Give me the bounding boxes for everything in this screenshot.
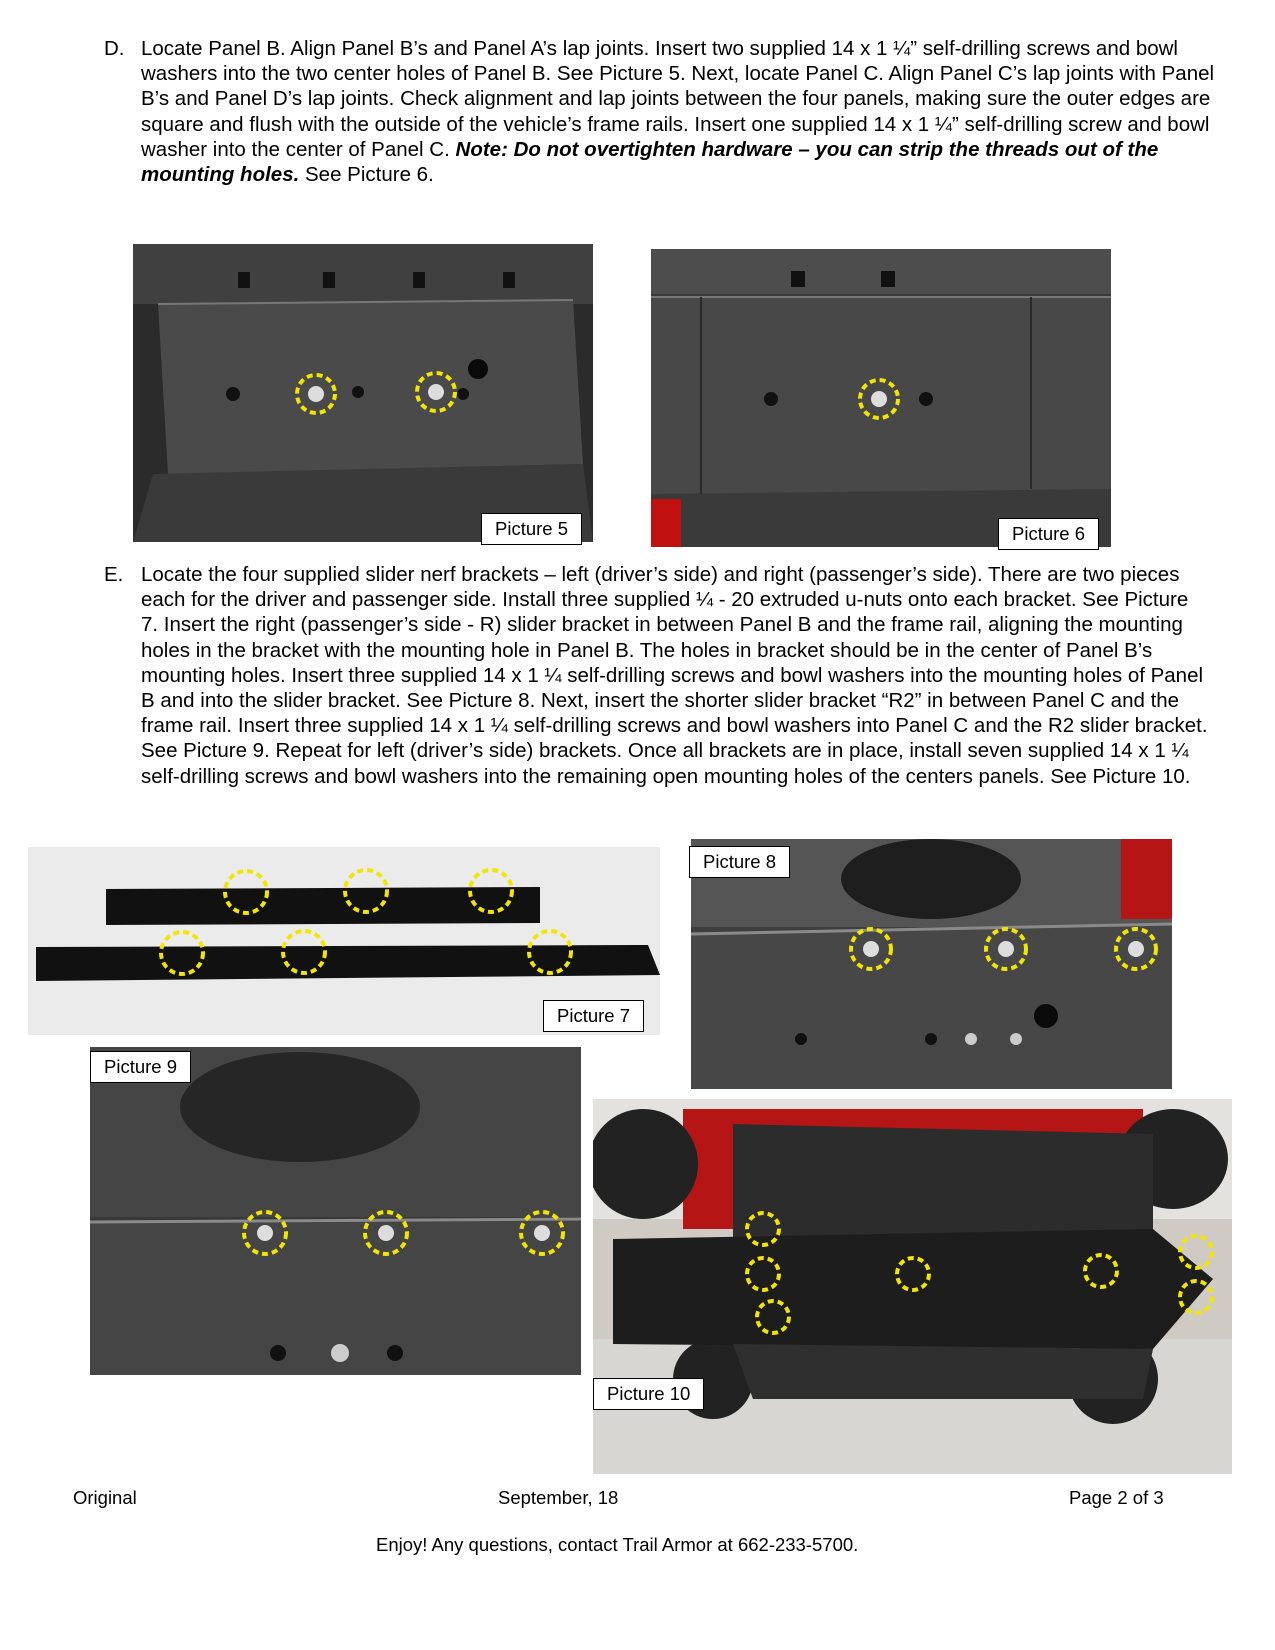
step-d-text-1: Locate Panel B. Align Panel B’s and Panel A’s lap joints. Insert two supplied 14 x 1 ¼” self-drilling screws and bowl washers into the two center holes of Panel B. See Picture 5. Next, locate Panel C. Align Panel C’s lap joints with Panel B’s and Panel D’s lap joints. Check alignment and lap joints between the four panels, making sure the outer edges are square and flush with the outside of the vehicle’s frame rails. Insert one supplied 14 x 1 ¼” self-drilling screw and bowl washer into the center of Panel C. (141, 37, 1215, 161)
footer-page-number: Page 2 of 3 (1069, 1487, 1164, 1508)
picture-7-caption: Picture 7 (543, 1000, 644, 1032)
step-d-text-2: See Picture 6. (299, 163, 434, 187)
footer-date: September, 18 (498, 1487, 619, 1508)
picture-9-photo (90, 1047, 581, 1375)
picture-5-caption: Picture 5 (481, 513, 582, 545)
picture-10-photo (593, 1099, 1232, 1474)
step-d-text (141, 36, 1221, 187)
picture-6-photo (651, 249, 1111, 547)
picture-6-caption: Picture 6 (998, 518, 1099, 550)
step-d-letter: D. (104, 37, 125, 60)
step-e-text: Locate the four supplied slider nerf brackets – left (driver’s side) and right (passenger’s side). There are two pieces each for the driver and passenger side. Install three supplied ¼ - 20 extruded u-nuts onto each bracket. See Picture 7. Insert the right (passenger’s side - R) slider bracket in between Panel B and the frame rail, aligning the mounting holes in the bracket with the mounting hole in Panel B. The holes in bracket should be in the center of Panel B’s mounting holes. Insert three supplied 14 x 1 ¼ self-drilling screws and bowl washers into the mounting holes of Panel B and into the slider bracket. See Picture 8. Next, insert the shorter slider bracket “R2” in between Panel C and the frame rail. Insert three supplied 14 x 1 ¼ self-drilling screws and bowl washers into Panel C and the R2 slider bracket. See Picture 9. Repeat for left (driver’s side) brackets. Once all brackets are in place, install seven supplied 14 x 1 ¼ self-drilling screws and bowl washers into the remaining open mounting holes of the centers panels. See Picture 10. (141, 563, 1208, 788)
picture-9-caption: Picture 9 (90, 1051, 191, 1083)
picture-8-caption: Picture 8 (689, 846, 790, 878)
footer-contact: Enjoy! Any questions, contact Trail Armor at 662-233-5700. (376, 1534, 859, 1555)
step-e-letter: E. (104, 563, 124, 586)
step-d-note: Note: Do not overtighten hardware – you can strip the threads out of the mounting holes. (141, 137, 1159, 187)
picture-10-caption: Picture 10 (593, 1378, 704, 1410)
picture-5-photo (133, 244, 593, 542)
footer-left: Original (73, 1487, 137, 1508)
